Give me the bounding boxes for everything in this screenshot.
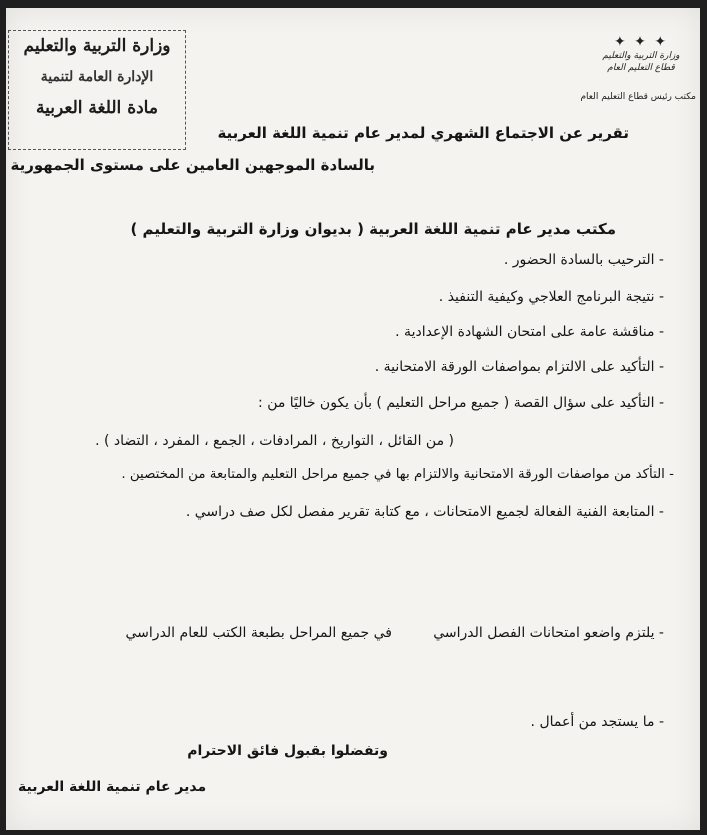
stamp-line-3: مادة اللغة العربية — [36, 98, 158, 118]
signature-title: مدير عام تنمية اللغة العربية — [18, 779, 207, 795]
office-heading: مكتب مدير عام تنمية اللغة العربية ( بديوان وزارة التربية والتعليم ) — [130, 220, 616, 238]
ministry-stamp — [8, 30, 186, 150]
report-title-line-1: تقرير عن الاجتماع الشهري لمدير عام تنمية اللغة العربية — [217, 124, 629, 142]
commitment-part-2: في جميع المراحل بطبعة الكتب للعام الدراسي — [125, 625, 392, 641]
commitment-part-1: - يلتزم واضعو امتحانات الفصل الدراسي — [433, 625, 664, 641]
closing-line: وتفضلوا بقبول فائق الاحترام — [187, 743, 388, 759]
document-page — [6, 8, 700, 830]
letterhead-ministry: وزارة التربية والتعليم — [602, 51, 680, 61]
stamp-line-2: الإدارة العامة لتنمية — [40, 69, 154, 85]
report-title-line-2: بالسادة الموجهين العامين على مستوى الجمهورية — [10, 156, 375, 174]
agenda-item: - مناقشة عامة على امتحان الشهادة الإعدادية . — [395, 324, 664, 340]
agenda-item: - نتيجة البرنامج العلاجي وكيفية التنفيذ . — [438, 289, 664, 305]
agenda-item-subline: ( من القائل ، التواريخ ، المرادفات ، الجمع ، المفرد ، التضاد ) . — [95, 433, 454, 449]
agenda-item: - التأكيد على الالتزام بمواصفات الورقة الامتحانية . — [374, 359, 664, 375]
agenda-item: - المتابعة الفنية الفعالة لجميع الامتحانات ، مع كتابة تقرير مفصل لكل صف دراسي . — [185, 504, 664, 520]
agenda-item: - التأكد من مواصفات الورقة الامتحانية والالتزام بها في جميع مراحل التعليم والمتابعة من المختصين . — [121, 467, 674, 482]
letterhead-subtitle: قطاع التعليم العام — [607, 63, 675, 73]
ministry-letterhead — [580, 34, 696, 104]
misc-item: - ما يستجد من أعمال . — [530, 714, 664, 730]
letterhead-office: مكتب رئيس قطاع التعليم العام — [580, 92, 696, 102]
agenda-item: - الترحيب بالسادة الحضور . — [503, 252, 664, 268]
emblem-icon: ✦ ✦ ✦ — [613, 34, 669, 50]
agenda-item: - التأكيد على سؤال القصة ( جميع مراحل التعليم ) بأن يكون خاليًا من : — [258, 395, 664, 411]
stamp-line-1: وزارة التربية والتعليم — [23, 36, 171, 56]
